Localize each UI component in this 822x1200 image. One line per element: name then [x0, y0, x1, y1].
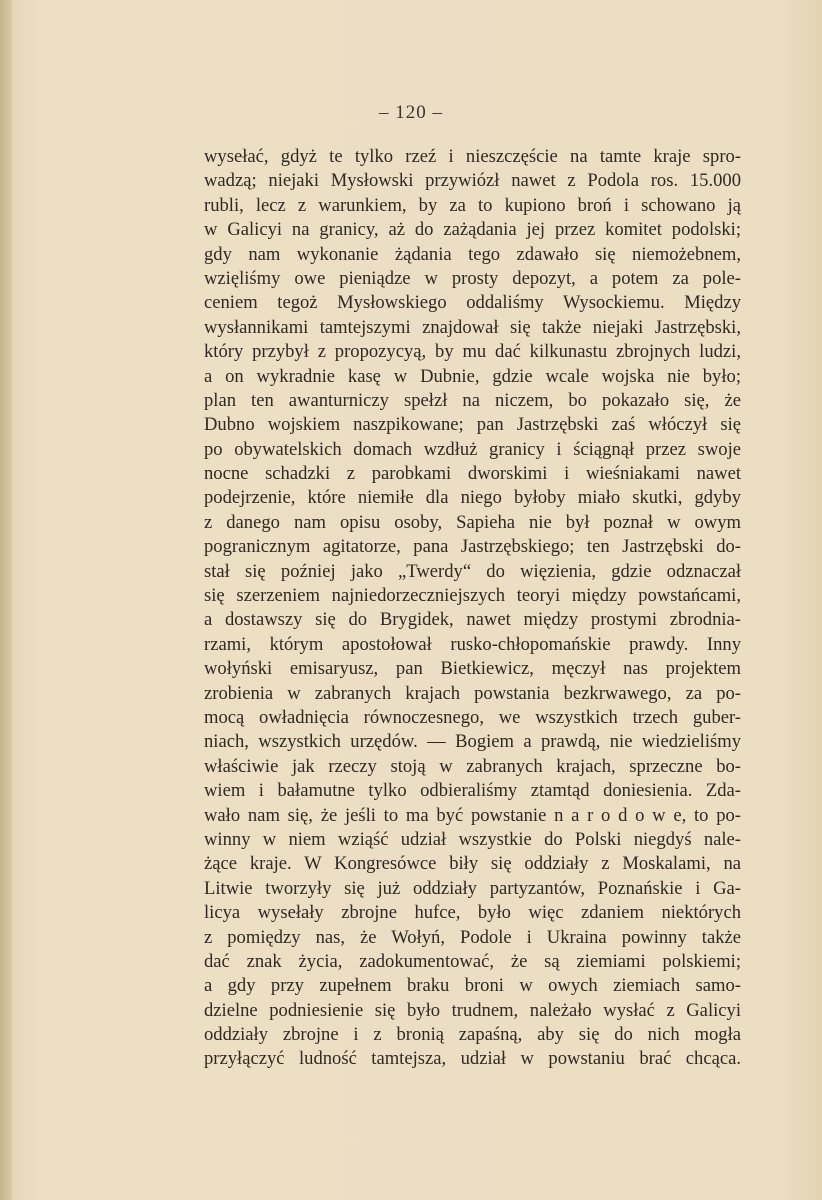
text-line: pogranicznym agitatorze, pana Jastrzębskiego; ten Jastrzębski do- — [204, 536, 741, 558]
text-line: a on wykradnie kasę w Dubnie, gdzie wcale wojska nie było; — [204, 365, 741, 387]
text-line: winny w niem wziąść udział wszystkie do Polski niegdyś nale- — [204, 828, 741, 850]
text-line: Dubno wojskiem naszpikowane; pan Jastrzębski zaś włóczył się — [204, 414, 741, 436]
text-line: ceniem tegoż Mysłowskiego oddaliśmy Wysockiemu. Między — [204, 292, 741, 314]
page-number: – 120 – — [379, 102, 443, 123]
text-line: właściwie jak rzeczy stoją w zabranych krajach, sprzeczne bo- — [204, 755, 741, 777]
text-line: w Galicyi na granicy, aż do zażądania jej przez komitet podolski; — [204, 219, 741, 241]
page-binding-edge — [0, 0, 12, 1200]
text-line: po obywatelskich domach wzdłuż granicy i ściągnął przez swoje — [204, 438, 741, 460]
text-line: dzielne podniesienie się było trudnem, należało wysłać z Galicyi — [204, 999, 741, 1021]
body-text — [204, 145, 741, 1072]
text-line: wysełać, gdyż te tylko rzeź i nieszczęście na tamte kraje spro- — [204, 146, 741, 167]
text-line: który przybył z propozycyą, by mu dać kilkunastu zbrojnych ludzi, — [204, 341, 741, 363]
text-line: oddziały zbrojne i z bronią zapaśną, aby się do nich mogła — [204, 1024, 741, 1046]
text-line: stał się poźniej jako „Twerdy“ do więzienia, gdzie odznaczał — [204, 560, 741, 582]
text-line: mocą owładnięcia równoczesnego, we wszystkich trzech guber- — [204, 706, 741, 728]
text-line: dać znak życia, zadokumentować, że są ziemiami polskiemi; — [204, 950, 741, 972]
text-line: się szerzeniem najniedorzeczniejszych teoryi między powstańcami, — [204, 585, 741, 607]
text-line: a gdy przy zupełnem braku broni w owych ziemiach samo- — [204, 975, 741, 997]
text-line: zrobienia w zabranych krajach powstania bezkrwawego, za po- — [204, 682, 741, 704]
text-line: gdy nam wykonanie żądania tego zdawało się niemożebnem, — [204, 243, 741, 265]
text-line: a dostawszy się do Brygidek, nawet między prostymi zbrodnia- — [204, 609, 741, 631]
text-line: wzięliśmy owe pieniądze w prosty depozyt, a potem za pole- — [204, 267, 741, 289]
text-line: wało nam się, że jeśli to ma być powstanie n a r o d o w e, to po- — [204, 804, 741, 826]
text-line: niach, wszystkich urzędów. — Bogiem a prawdą, nie wiedzieliśmy — [204, 731, 741, 753]
text-line: rzami, którym apostołował rusko-chłopomańskie prawdy. Inny — [204, 633, 741, 655]
text-line: wołyński emisaryusz, pan Bietkiewicz, męczył nas projektem — [204, 658, 741, 680]
text-line: licya wysełały zbrojne hufce, było więc zdaniem niektórych — [204, 902, 741, 924]
text-line: z pomiędzy nas, że Wołyń, Podole i Ukraina powinny także — [204, 926, 741, 948]
text-line: wysłannikami tamtejszymi znajdował się także niejaki Jastrzębski, — [204, 316, 741, 338]
text-line: nocne schadzki z parobkami dworskimi i wieśniakami nawet — [204, 463, 741, 485]
text-line: podejrzenie, które niemiłe dla niego byłoby miało skutki, gdyby — [204, 487, 741, 509]
text-line: Litwie tworzyły się już oddziały partyzantów, Poznańskie i Ga- — [204, 877, 741, 899]
text-line: wadzą; niejaki Mysłowski przywiózł nawet z Podola ros. 15.000 — [204, 170, 741, 192]
text-line: wiem i bałamutne tylko odbieraliśmy ztamtąd doniesienia. Zda- — [204, 780, 741, 802]
text-line: z danego nam opisu osoby, Sapieha nie był poznał w owym — [204, 511, 741, 533]
text-line: żące kraje. W Kongresówce biły się oddziały z Moskalami, na — [204, 853, 741, 875]
text-line: przyłączyć ludność tamtejsza, udział w powstaniu brać chcąca. — [204, 1048, 741, 1070]
text-line: plan ten awanturniczy spełzł na niczem, bo pokazało się, że — [204, 389, 741, 411]
text-line: rubli, lecz z warunkiem, by za to kupiono broń i schowano ją — [204, 194, 741, 216]
